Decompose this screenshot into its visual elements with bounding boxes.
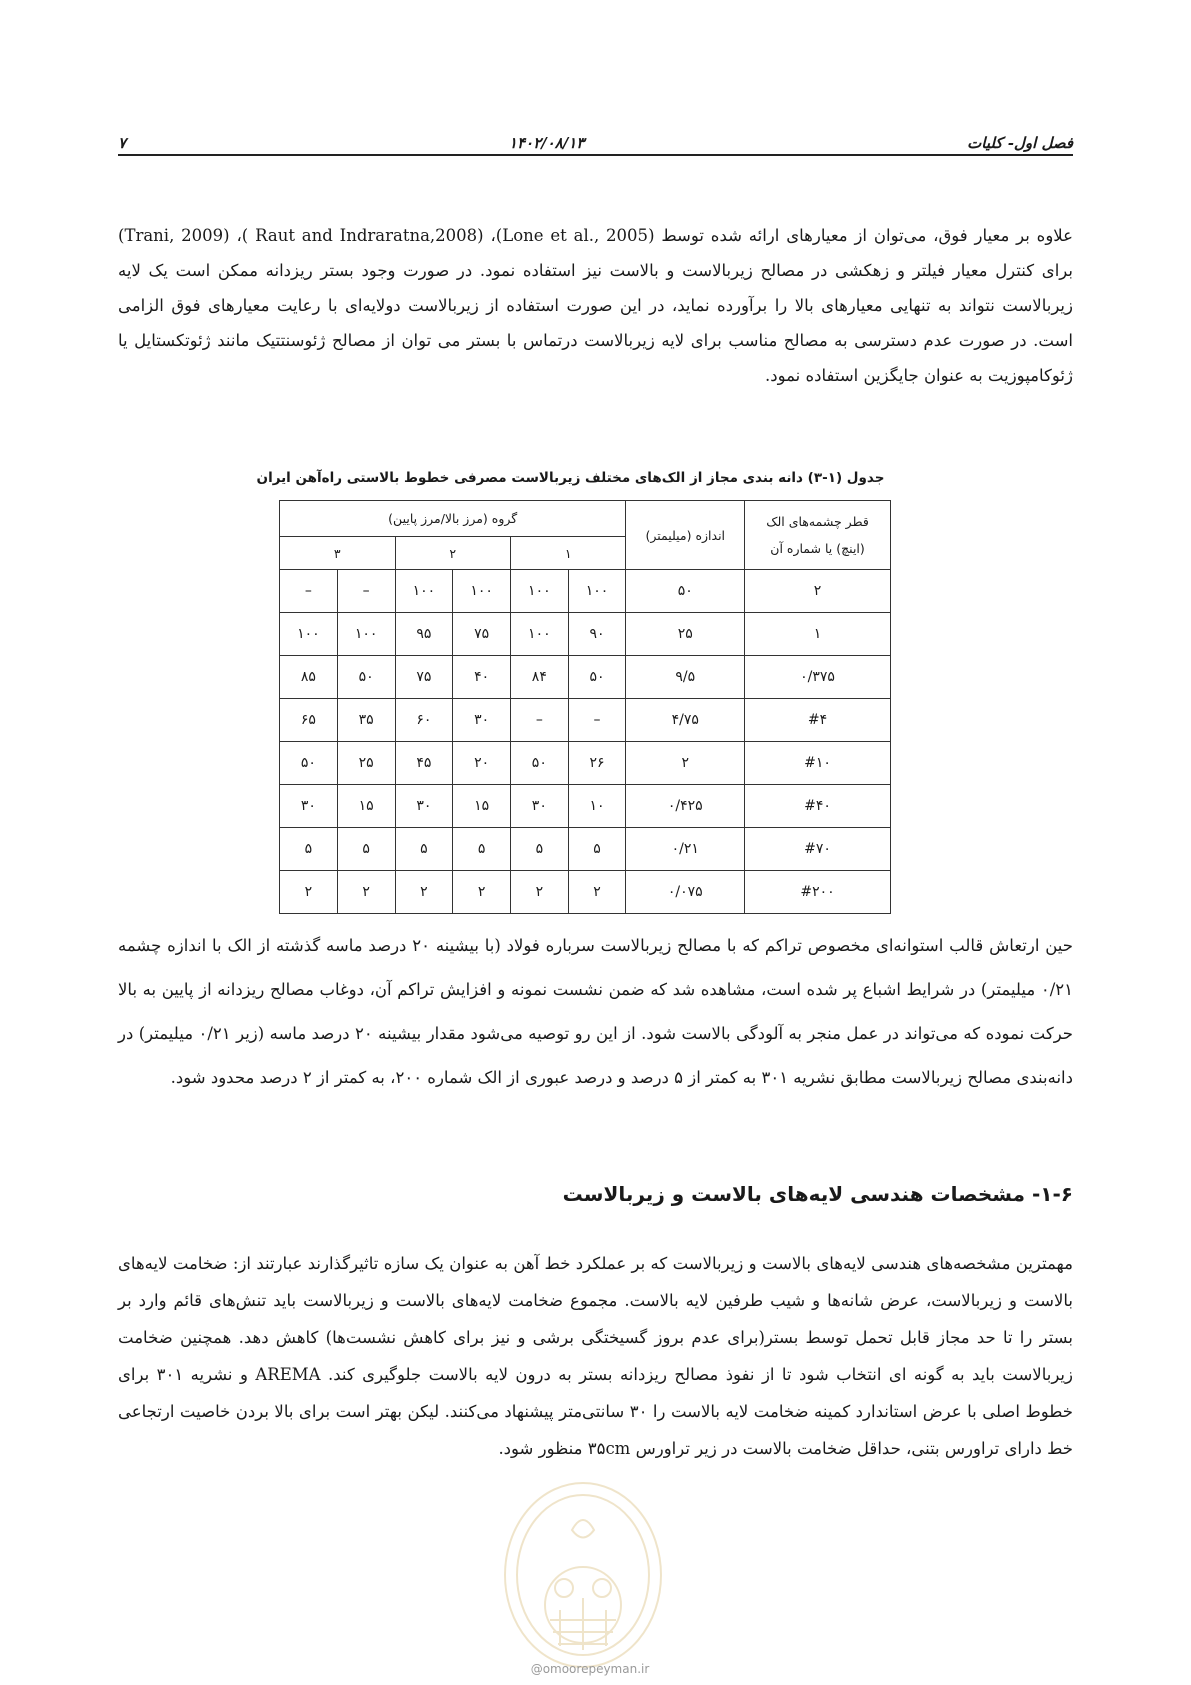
group-value-cell: ۱۰۰ [510,570,568,613]
sieve-cell: ۰/۳۷۵ [745,656,891,699]
size-cell: ۰/۴۲۵ [626,785,745,828]
group-value-cell: ۱۵ [453,785,511,828]
group-value-cell: ۶۰ [395,699,453,742]
group-value-cell: ۷۵ [395,656,453,699]
group-value-cell: ۲ [453,871,511,914]
group-value-cell: ۱۰۰ [568,570,626,613]
group-value-cell: ۳۰ [510,785,568,828]
group-value-cell: ۹۵ [395,613,453,656]
group-value-cell: – [337,570,395,613]
group-value-cell: ۵۰ [510,742,568,785]
size-cell: ۰/۰۷۵ [626,871,745,914]
sieve-cell: #۴ [745,699,891,742]
group-value-cell: ۲ [510,871,568,914]
chapter-title: فصل اول- کلیات [967,134,1073,152]
size-cell: ۹/۵ [626,656,745,699]
table-row [280,656,891,699]
paragraph-slag-vibration: حین ارتعاش قالب استوانه‌ای مخصوص تراکم که با مصالح زیربالاست سرباره فولاد (با بیشینه ۲۰ درصد ماسه گذشته از الک با اندازه چشمه ۰/۲۱ میلیمتر) در شرایط اشباع پر شده است، مشاهده شد که ضمن نشست نمونه و افزایش تراکم آن، دوغاب مصالح ریزدانه از پایین به بالا حرکت نموده که می‌تواند در عمل منجر به آلودگی بالاست شود. از این رو توصیه می‌شود مقدار بیشینه ۲۰ درصد ماسه (زیر ۰/۲۱ میلیمتر) در دانه‌بندی مصالح زیربالاست مطابق نشریه ۳۰۱ به کمتر از ۵ درصد و درصد عبوری از الک شماره ۲۰۰، به کمتر از ۲ درصد محدود شود. [118,936,1074,1087]
group-value-cell: ۳۰ [280,785,338,828]
table-body [280,570,891,914]
table-header-row [280,501,891,537]
size-cell: ۴/۷۵ [626,699,745,742]
group-value-cell: ۸۴ [510,656,568,699]
sieve-cell: #۲۰۰ [745,871,891,914]
gradation-table [279,500,891,914]
group-value-cell: ۵ [510,828,568,871]
size-column-header: اندازه (میلیمتر) [626,501,745,570]
group-column-header: گروه (مرز بالا/مرز پایین) [280,501,626,537]
group-value-cell: ۱۰۰ [510,613,568,656]
group-value-cell: ۱۰۰ [395,570,453,613]
sieve-cell: ۲ [745,570,891,613]
group-value-cell: ۵ [395,828,453,871]
paragraph-filter-criteria: علاوه بر معیار فوق، می‌توان از معیارهای ارائه شده توسط (Lone et al., 2005)، (Raut and Indraratna,2008 )، (Trani, 2009) برای کنترل معیار فیلتر و زهکشی در مصالح زیربالاست و بالاست نیز استفاده نمود. در صورت وجود بستر ریزدانه ممکن است یک لایه زیربالاست نتواند به تنهایی معیارهای بالا را برآورده نماید، در این صورت استفاده از زیربالاست دولایه‌ای با رعایت معیارهای فوق الزامی است. در صورت عدم دسترسی به مصالح مناسب برای لایه زیربالاست درتماس با بستر می توان از مصالح ژئوسنتتیک مانند ژئوتکستایل یا ژئوکامپوزیت به عنوان جایگزین استفاده نمود. [118,226,1073,385]
page-header [118,128,1073,156]
size-cell: ۰/۲۱ [626,828,745,871]
table-row [280,570,891,613]
sieve-column-header: قطر چشمه‌های الک (اینچ) یا شماره آن [745,501,891,570]
group-value-cell: ۱۰۰ [280,613,338,656]
group-value-cell: ۴۵ [395,742,453,785]
header-date: ۱۴۰۲/۰۸/۱۳ [508,134,585,152]
table-row [280,699,891,742]
sieve-cell: #۴۰ [745,785,891,828]
group-value-cell: ۵۰ [337,656,395,699]
group-3-header: ۳ [280,537,396,570]
watermark-seal-icon [498,1470,668,1670]
group-value-cell: ۱۵ [337,785,395,828]
watermark-text: @omoorepeyman.ir [530,1662,650,1676]
size-cell: ۲ [626,742,745,785]
table-row [280,742,891,785]
group-value-cell: ۵ [453,828,511,871]
table-row [280,828,891,871]
group-value-cell: ۲۰ [453,742,511,785]
group-value-cell: ۸۵ [280,656,338,699]
group-value-cell: ۱۰۰ [337,613,395,656]
group-value-cell: ۵ [568,828,626,871]
sieve-cell: #۱۰ [745,742,891,785]
table-caption: جدول (۱-۳) دانه بندی مجاز از الک‌های مختلف زیربالاست مصرفی خطوط بالاستی راه‌آهن ایران [256,470,885,486]
group-value-cell: ۳۰ [395,785,453,828]
group-1-header: ۱ [510,537,625,570]
section-heading: ۱-۶- مشخصات هندسی لایه‌های بالاست و زیربالاست [562,1182,1073,1206]
group-value-cell: ۱۰ [568,785,626,828]
group-2-header: ۲ [395,537,510,570]
group-value-cell: ۵ [337,828,395,871]
group-value-cell: ۲ [337,871,395,914]
group-value-cell: ۵۰ [568,656,626,699]
table-row [280,871,891,914]
group-value-cell: ۴۰ [453,656,511,699]
group-value-cell: ۲۵ [337,742,395,785]
sieve-cell: #۷۰ [745,828,891,871]
group-value-cell: ۱۰۰ [453,570,511,613]
group-value-cell: ۹۰ [568,613,626,656]
size-cell: ۲۵ [626,613,745,656]
group-value-cell: – [280,570,338,613]
group-value-cell: – [568,699,626,742]
group-value-cell: – [510,699,568,742]
group-value-cell: ۷۵ [453,613,511,656]
group-value-cell: ۳۵ [337,699,395,742]
group-value-cell: ۶۵ [280,699,338,742]
group-value-cell: ۳۰ [453,699,511,742]
size-cell: ۵۰ [626,570,745,613]
group-value-cell: ۲ [568,871,626,914]
group-value-cell: ۵۰ [280,742,338,785]
group-value-cell: ۲ [280,871,338,914]
table-row [280,785,891,828]
page-number: ۷ [118,134,127,152]
group-value-cell: ۵ [280,828,338,871]
sieve-cell: ۱ [745,613,891,656]
group-value-cell: ۲ [395,871,453,914]
group-value-cell: ۲۶ [568,742,626,785]
paragraph-geometry: مهمترین مشخصه‌های هندسی لایه‌های بالاست و زیربالاست که بر عملکرد خط آهن به عنوان یک سازه تاثیرگذارند عبارتند از: ضخامت لایه‌های بالاست و زیربالاست، عرض شانه‌ها و شیب طرفین لایه بالاست. مجموع ضخامت لایه‌های بالاست و زیربالاست باید تنش‌های قائم وارد بر بستر را تا حد مجاز قابل تحمل توسط بستر(برای عدم بروز گسیختگی برشی و نیز برای کاهش نشست‌ها) کاهش دهد. همچنین ضخامت زیربالاست باید به گونه ای انتخاب شود تا از نفوذ مصالح ریزدانه بستر به درون لایه بالاست جلوگیری کند. AREMA و نشریه ۳۰۱ برای خطوط اصلی با عرض استاندارد کمینه ضخامت لایه بالاست را ۳۰ سانتی‌متر پیشنهاد می‌کنند. لیکن بهتر است برای بالا بردن خاصیت ارتجاعی خط دارای تراورس بتنی، حداقل ضخامت بالاست در زیر تراورس ۳۵cm منظور شود. [118,1254,1073,1458]
table-row [280,613,891,656]
